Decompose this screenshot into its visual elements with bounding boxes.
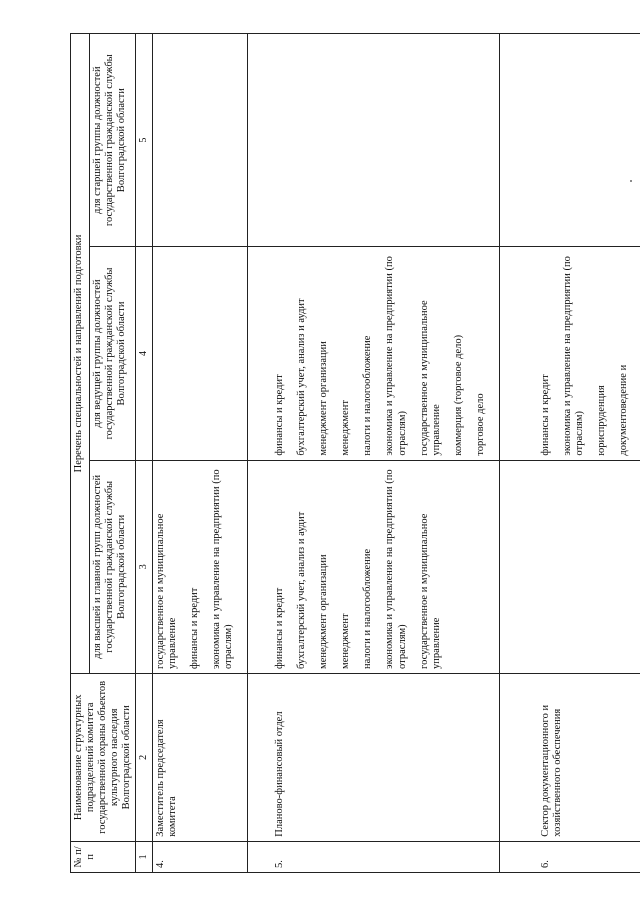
specialty-list-senior [152,460,247,673]
header-leading-group: для ведущей группы должностей государственной гражданской службы Волгоградской области [90,247,136,460]
header-senior-group: для старшей группы должностей государственной гражданской службы Волгоградской области [90,34,136,247]
row-number: 5. [248,841,500,872]
row-number: 4. [152,841,247,872]
division-name: Заместитель председателя комитета [152,673,247,841]
specialty-item: менеджмент [340,613,352,669]
column-number: 2 [136,673,153,841]
specialty-list-older [499,34,640,247]
table-row [152,34,247,873]
specialty-item: экономика и управление на предприятии (по отраслям) [211,469,235,669]
specialty-item: торговое дело [474,393,486,456]
division-name: Сектор документационного и хозяйственного обеспечения [499,673,640,841]
specialty-item: государственное и муниципальное управление [418,513,442,669]
specialty-item: менеджмент организации [318,341,330,456]
scan-speck [630,180,632,182]
column-number: 1 [136,841,153,872]
specialty-item: менеджмент организации [318,554,330,669]
specialty-list-older [152,34,247,247]
column-number: 3 [136,460,153,673]
specialty-item: экономика и управление на предприятии (по отраслям) [561,256,585,456]
header-group-title: Перечень специальностей и направлений подготовки [71,34,90,674]
specialty-item: бухгалтерский учет, анализ и аудит [296,298,308,456]
specialty-item: финансы и кредит [274,587,286,669]
specialty-list-senior [248,460,500,673]
specialty-item: бухгалтерский учет, анализ и аудит [296,511,308,669]
specialty-list-leading [499,247,640,460]
specialty-item: экономика и управление на предприятии (по отраслям) [384,256,408,456]
column-number: 5 [136,34,153,247]
specialty-item: государственное и муниципальное управление [418,300,442,456]
specialty-item: финансы и кредит [539,374,551,456]
header-senior-main-groups: для высшей и главной групп должностей государственной гражданской службы Волгоградской области [90,460,136,673]
specialty-item: коммерция (торговое дело) [452,334,464,456]
specialty-item: налоги и налогообложение [362,548,374,669]
division-name: Планово-финансовый отдел [248,673,500,841]
specialty-list-leading [152,247,247,460]
specialty-item: финансы и кредит [188,587,200,669]
table-row [499,34,640,873]
table-row [248,34,500,873]
specialty-list-older [248,34,500,247]
specialty-list-senior [499,460,640,673]
specialty-item: менеджмент [340,400,352,456]
specialty-item: экономика и управление на предприятии (по отраслям) [384,469,408,669]
column-number: 4 [136,247,153,460]
header-number: № п/п [71,841,136,872]
specialties-table [70,33,640,873]
specialty-item: финансы и кредит [274,374,286,456]
specialty-item: государственное и муниципальное управление [154,513,178,669]
specialty-item: юриспруденция [596,385,607,456]
specialty-item: налоги и налогообложение [362,335,374,456]
specialty-item: документоведение и [618,364,630,456]
row-number: 6. [499,841,640,872]
header-division-name: Наименование структурных подразделений комитета государственной охраны объектов культурного наследия Волгоградской области [71,673,136,841]
specialty-list-leading [248,247,500,460]
